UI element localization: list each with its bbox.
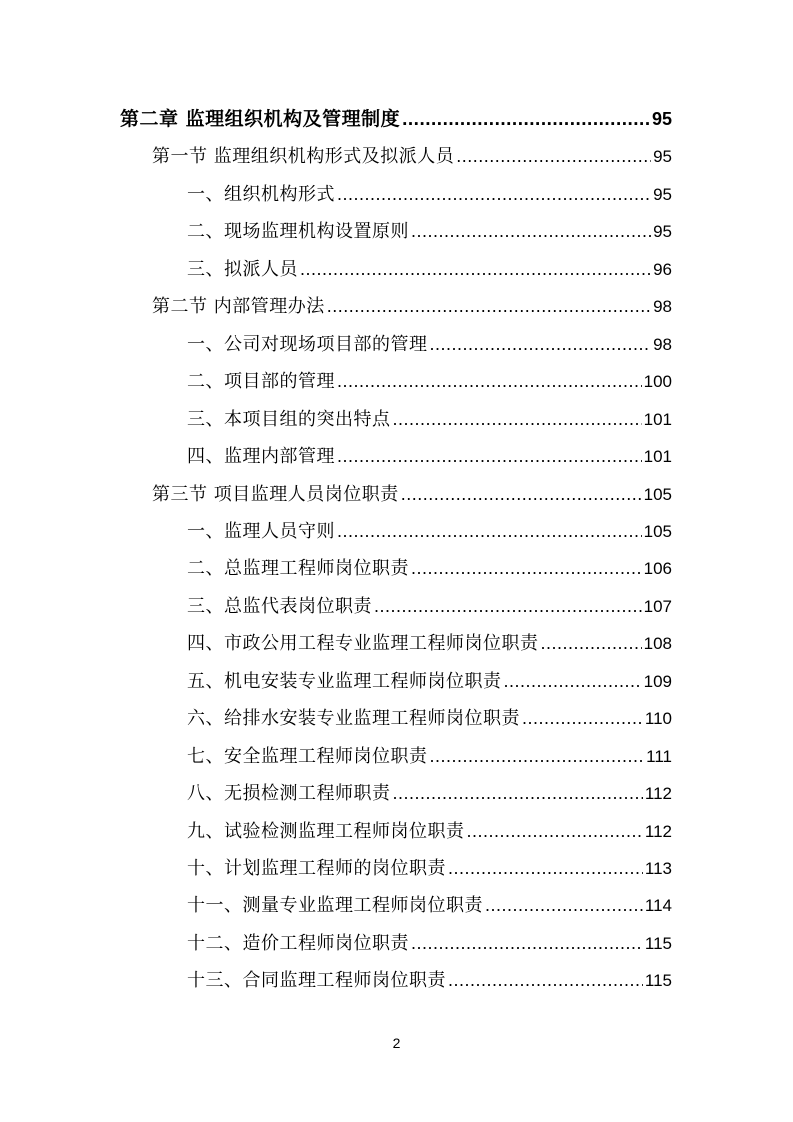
toc-leader-dots: [448, 855, 643, 881]
toc-leader-dots: [411, 930, 643, 956]
toc-entry-label: 十二、造价工程师岗位职责: [187, 932, 409, 954]
toc-entry-item[interactable]: [187, 630, 672, 656]
toc-entry-page: 110: [644, 709, 672, 729]
toc-entry-page: 112: [644, 821, 672, 841]
toc-entry-item[interactable]: [187, 555, 672, 581]
toc-entry-label: 三、总监代表岗位职责: [187, 595, 372, 617]
toc-leader-dots: [456, 143, 651, 169]
toc-entry-item[interactable]: [187, 593, 672, 619]
toc-leader-dots: [337, 443, 642, 469]
toc-leader-dots: [393, 406, 642, 432]
toc-entry-item[interactable]: [187, 668, 672, 694]
toc-entry-item[interactable]: [187, 855, 672, 881]
toc-entry-page: 98: [653, 297, 672, 317]
toc-entry-page: 109: [643, 671, 672, 691]
toc-entry-label: 十、计划监理工程师的岗位职责: [187, 858, 446, 879]
toc-entry-page: 111: [646, 746, 672, 766]
toc-entry-label: 四、市政公用工程专业监理工程师岗位职责: [187, 633, 539, 655]
toc-entry-label: 七、安全监理工程师岗位职责: [187, 745, 428, 767]
toc-entry-label: 九、试验检测监理工程师岗位职责: [187, 820, 465, 842]
toc-entry-label: 六、给排水安装专业监理工程师岗位职责: [187, 708, 520, 730]
toc-entry-label: 八、无损检测工程师职责: [187, 783, 391, 805]
toc-entry-page: 98: [653, 334, 672, 354]
toc-entry-label: 三、拟派人员: [187, 258, 298, 280]
toc-entry-item[interactable]: [187, 443, 672, 469]
toc-entry-item[interactable]: [187, 256, 672, 282]
toc-entry-label: 二、总监理工程师岗位职责: [187, 558, 409, 580]
toc-entry-page: 106: [643, 559, 672, 579]
toc-entry-label: 第二章 监理组织机构及管理制度: [120, 108, 401, 130]
toc-entry-section-3[interactable]: [152, 481, 672, 507]
toc-leader-dots: [485, 892, 643, 918]
toc-entry-page: 95: [653, 184, 672, 204]
toc-entry-label: 第一节 监理组织机构形式及拟派人员: [152, 146, 455, 168]
toc-entry-page: 95: [653, 147, 672, 167]
toc-entry-page: 107: [643, 596, 672, 616]
toc-leader-dots: [374, 593, 642, 619]
toc-entry-label: 十一、测量专业监理工程师岗位职责: [187, 895, 483, 917]
toc-entry-page: 96: [653, 259, 672, 279]
toc-entry-item[interactable]: [187, 181, 672, 207]
toc-entry-label: 二、现场监理机构设置原则: [187, 221, 409, 243]
toc-leader-dots: [522, 705, 643, 731]
toc-entry-item[interactable]: [187, 892, 672, 918]
toc-entry-label: 第三节 项目监理人员岗位职责: [152, 483, 399, 505]
toc-entry-page: 101: [643, 409, 672, 429]
toc-entry-label: 一、组织机构形式: [187, 183, 335, 205]
toc-entry-page: 100: [643, 372, 672, 392]
toc-leader-dots: [300, 256, 651, 282]
toc-entry-page: 105: [643, 484, 672, 504]
toc-entry-label: 第二节 内部管理办法: [152, 296, 325, 318]
toc-leader-dots: [337, 368, 642, 394]
toc-entry-item[interactable]: [187, 331, 672, 357]
toc-entry-page: 113: [644, 859, 672, 878]
toc-entry-item[interactable]: [187, 743, 672, 769]
toc-leader-dots: [430, 331, 652, 357]
toc-entry-page: 95: [653, 222, 672, 242]
page-number: 2: [392, 1035, 401, 1051]
toc-entry-section-1[interactable]: [152, 143, 672, 169]
toc-entry-label: 四、监理内部管理: [187, 446, 335, 468]
toc-leader-dots: [337, 181, 651, 207]
toc-leader-dots: [467, 818, 643, 844]
toc-leader-dots: [430, 743, 645, 769]
toc-entry-page: 95: [651, 109, 672, 129]
toc-leader-dots: [411, 218, 651, 244]
toc-entry-page: 105: [643, 521, 672, 541]
toc-leader-dots: [411, 555, 642, 581]
toc-entry-item[interactable]: [187, 406, 672, 432]
toc-entry-page: 101: [643, 447, 672, 467]
toc-leader-dots: [402, 107, 650, 133]
toc-entry-section-2[interactable]: [152, 293, 672, 319]
toc-leader-dots: [327, 293, 651, 319]
toc-entry-item[interactable]: [187, 218, 672, 244]
toc-leader-dots: [504, 668, 642, 694]
toc-entry-page: 112: [644, 784, 672, 804]
toc-entry-item[interactable]: [187, 967, 672, 993]
toc-entry-page: 108: [643, 634, 672, 654]
toc-entry-label: 三、本项目组的突出特点: [187, 408, 391, 430]
toc-entry-label: 五、机电安装专业监理工程师岗位职责: [187, 670, 502, 692]
toc-entry-label: 一、公司对现场项目部的管理: [187, 333, 428, 355]
toc-entry-label: 一、监理人员守则: [187, 520, 335, 542]
toc-entry-page: 115: [644, 933, 672, 953]
toc-leader-dots: [401, 481, 642, 507]
toc-entry-label: 十三、合同监理工程师岗位职责: [187, 970, 446, 992]
toc-entry-item[interactable]: [187, 780, 672, 806]
toc-entry-item[interactable]: [187, 818, 672, 844]
toc-leader-dots: [448, 967, 643, 993]
toc-leader-dots: [337, 518, 642, 544]
toc-entry-item[interactable]: [187, 518, 672, 544]
toc-leader-dots: [541, 630, 642, 656]
toc-entry-item[interactable]: [187, 368, 672, 394]
toc-leader-dots: [393, 780, 643, 806]
toc-entry-chapter-2[interactable]: [120, 106, 672, 132]
toc-entry-page: 115: [644, 971, 672, 991]
toc-entry-item[interactable]: [187, 705, 672, 731]
toc-entry-page: 114: [644, 896, 672, 916]
toc-entry-label: 二、项目部的管理: [187, 371, 335, 393]
toc-entry-item[interactable]: [187, 930, 672, 956]
